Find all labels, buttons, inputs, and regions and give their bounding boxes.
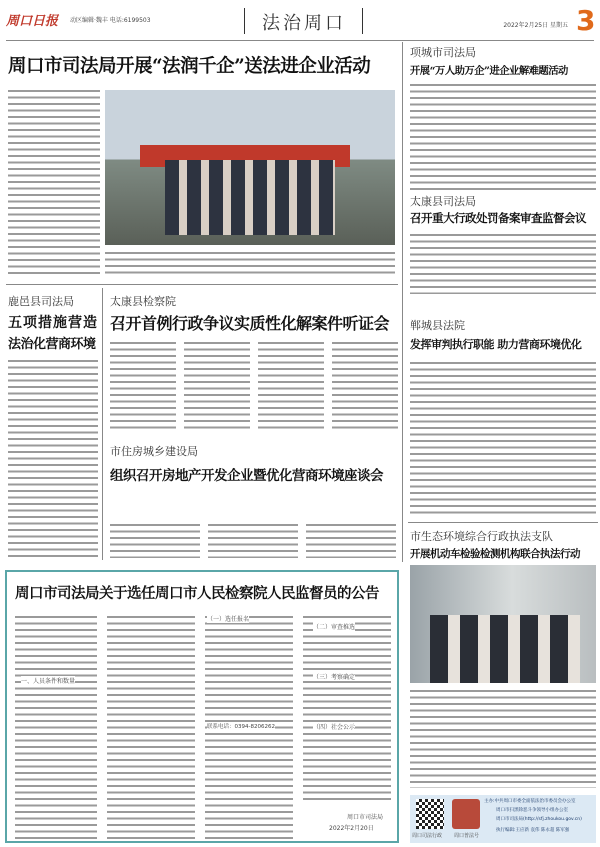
dancheng-headline: 发挥审判执行职能 助力营商环境优化 [410, 338, 582, 351]
notice-date: 2022年2月20日 [329, 825, 374, 832]
taikang-sf-kicker: 太康县司法局 [410, 195, 476, 208]
notice-contact: 联系电话：0394-8206262 [207, 724, 275, 730]
seal-caption: 周口普法号 [454, 833, 480, 839]
divider [362, 8, 363, 34]
zhujian-kicker: 市住房城乡建设局 [110, 445, 198, 458]
taikang-jc-headline: 召开首例行政争议实质性化解案件听证会 [110, 314, 390, 333]
footer-line2: 周口市扫黑除恶斗争领导小组办公室 [496, 808, 568, 813]
issue-date: 2022年2月25日 星期五 [503, 22, 568, 29]
masthead-info: 动区编辑·魏丰 电话:6199503 [70, 17, 151, 24]
xiangcheng-kicker: 项城市司法局 [410, 46, 476, 59]
seal-logo [452, 799, 480, 829]
notice-subheading: 一、人员条件和数量 [21, 678, 76, 685]
notice-subheading: （四）社会公示 [313, 724, 356, 731]
xiangcheng-headline: 开展“万人助万企”进企业解难题活动 [410, 65, 568, 77]
notice-signature: 周口市司法局 [347, 814, 384, 821]
shengtai-headline: 开展机动车检验检测机构联合执法行动 [410, 548, 580, 560]
notice-box [5, 570, 399, 843]
lead-headline: 周口市司法局开展“法润千企”送法进企业活动 [8, 56, 371, 77]
enforcement-photo [410, 565, 596, 683]
luyi-kicker: 鹿邑县司法局 [8, 295, 74, 308]
taikang-sf-headline: 召开重大行政处罚备案审查监督会议 [410, 211, 586, 225]
divider [244, 8, 245, 34]
footer-box [410, 795, 596, 843]
notice-subheading: （二）审查推选 [313, 624, 356, 631]
qr-caption: 周口司法行政 [412, 833, 443, 839]
zhujian-headline: 组织召开房地产开发企业暨优化营商环境座谈会 [110, 468, 383, 484]
notice-headline: 周口市司法局关于选任周口市人民检察院人民监督员的公告 [15, 585, 379, 602]
shengtai-kicker: 市生态环境综合行政执法支队 [410, 530, 553, 543]
footer-host: 主办:中共周口市委全面依法治市委员会办公室 [484, 799, 576, 804]
luyi-headline-2: 法治化营商环境 [8, 337, 96, 352]
notice-subheading: （三）考察确定 [313, 674, 356, 681]
lead-photo [105, 90, 395, 245]
dancheng-kicker: 郸城县法院 [410, 319, 465, 332]
taikang-jc-kicker: 太康县检察院 [110, 295, 176, 308]
footer-editors: 执行编辑:王应新 袁伟 陈永超 陈军强 [496, 828, 570, 833]
luyi-headline-1: 五项措施营造 [8, 315, 98, 331]
page-number: 3 [576, 4, 596, 37]
notice-subheading: （一）选任报名 [207, 616, 250, 623]
section-title: 法治周口 [262, 13, 346, 34]
masthead-logo: 周口日报 [6, 14, 59, 29]
qr-code [416, 799, 444, 829]
footer-line3: 周口市司法局(http://sfj.zhoukou.gov.cn) [496, 817, 582, 822]
